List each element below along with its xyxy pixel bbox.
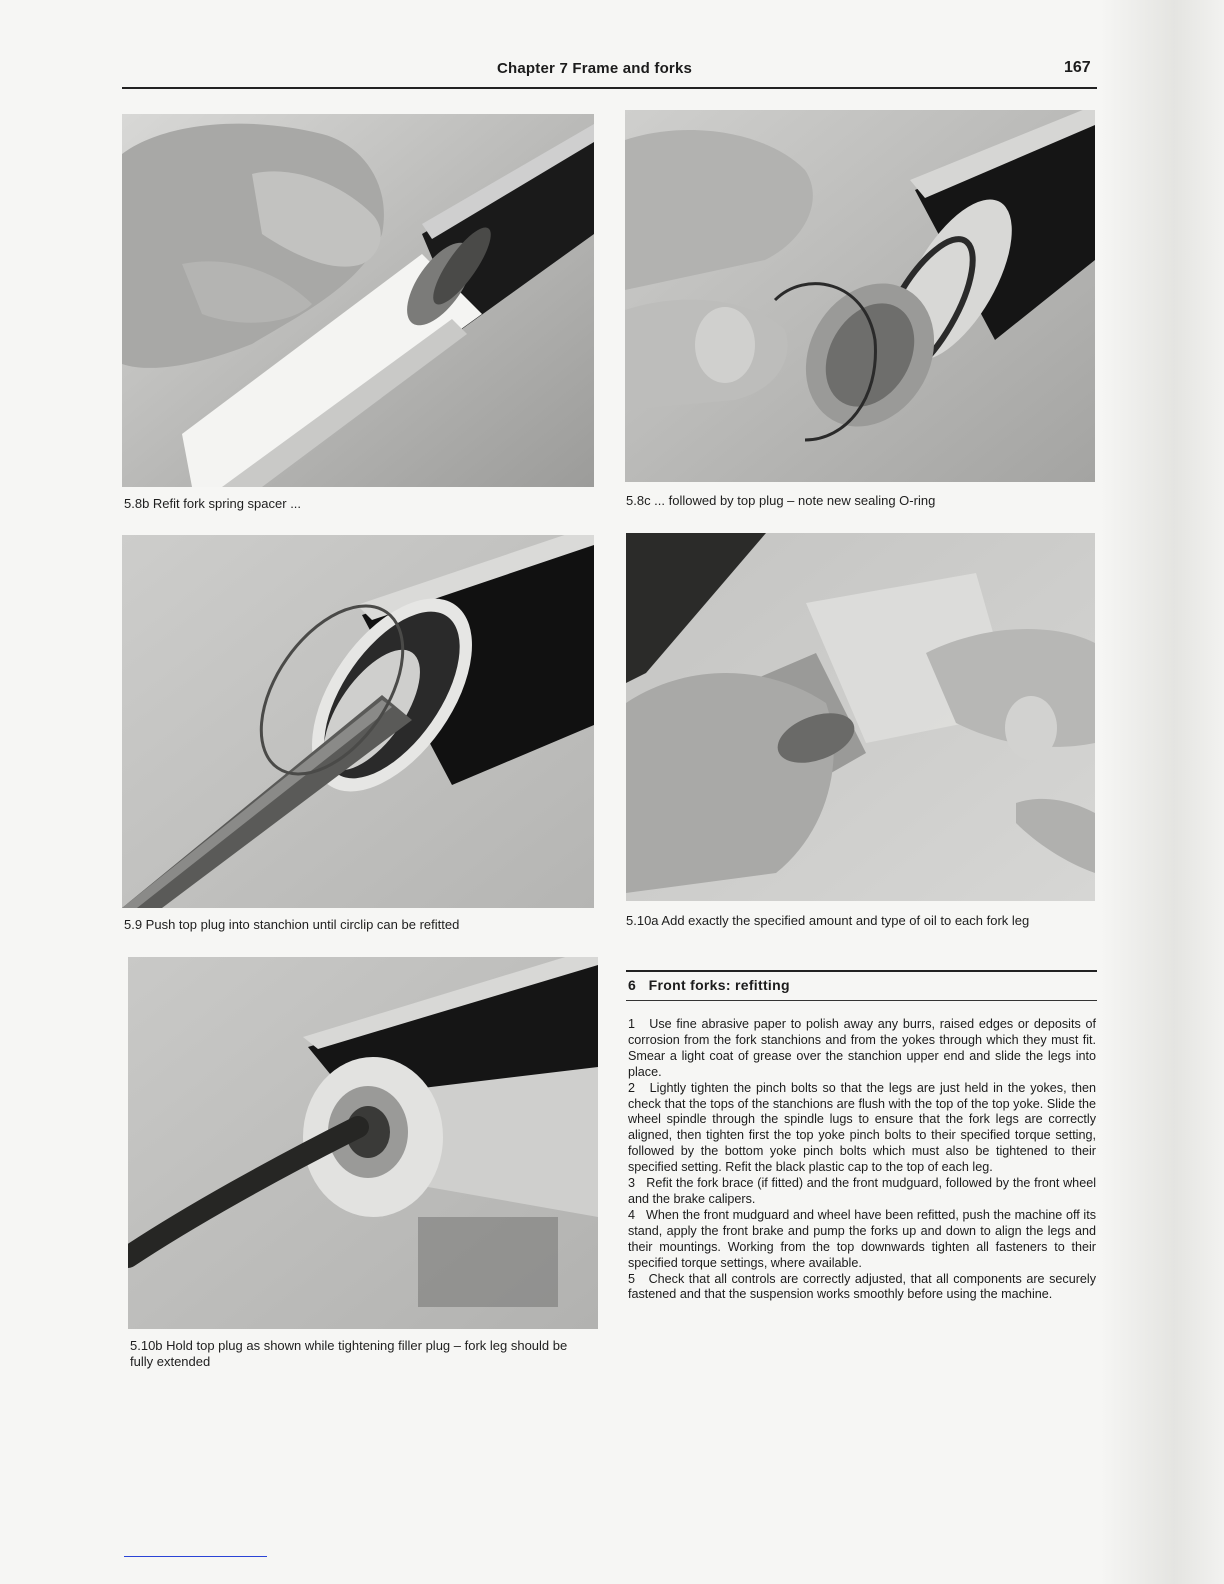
paragraph-5: 5 Check that all controls are correctly adjusted, that all components are securely fastened and that the suspension works smoothly before using the machine. [628,1271,1100,1302]
page-number: 167 [1064,59,1091,76]
footnote-separator-line [124,1556,267,1557]
scan-edge-shading [1100,0,1224,1584]
chapter-title: Chapter 7 Frame and forks [497,60,693,77]
photo-fork-spring-spacer [122,114,594,487]
figure-caption-5-9: 5.9 Push top plug into stanchion until circlip can be refitted [124,917,460,932]
section-heading: 6 Front forks: refitting [628,977,790,993]
photo-hold-top-plug [128,957,598,1329]
paragraph-3: 3 Refit the fork brace (if fitted) and the front mudguard, followed by the front wheel and the brake calipers. [628,1176,1100,1206]
paragraph-4: 4 When the front mudguard and wheel have been refitted, push the machine off its stand, apply the front brake and pump the forks up and down to align the legs and their mountings. Working from the top downwards tighten all fasteners to their specified torque settings, where available. [628,1207,1100,1270]
photo-push-top-plug [122,535,594,908]
paragraph-1: 1 Use fine abrasive paper to polish away any burrs, raised edges or deposits of corrosion from the fork stanchions and from the yokes through which they must fit. Smear a light coat of grease over the stanchion upper end and slide the legs into place. [628,1017,1100,1079]
paragraph-2: 2 Lightly tighten the pinch bolts so that the legs are just held in the yokes, then check that the tops of the stanchions are flush with the top of the top yoke. Slide the wheel spindle through the spindle lugs to ensure that the fork legs are correctly aligned, then tighten first the top yoke pinch bolts to their specified torque setting, followed by the bottom yoke pinch bolts which must also be tightened to their specified setting. Refit the black plastic cap to the top of each leg. [628,1080,1100,1175]
section-rule-bottom [626,1000,1097,1001]
section-body [628,1017,1100,1303]
header-rule [122,87,1097,89]
figure-caption-5-10b: 5.10b Hold top plug as shown while tightening filler plug – fork leg should be fully extended [130,1338,568,1369]
figure-caption-5-10a: 5.10a Add exactly the specified amount and type of oil to each fork leg [626,913,1030,928]
photo-top-plug-o-ring [625,110,1095,482]
photo-add-fork-oil [626,533,1095,901]
figure-caption-5-8c: 5.8c ... followed by top plug – note new sealing O-ring [626,493,936,508]
section-rule-top [626,970,1097,972]
figure-caption-5-8b: 5.8b Refit fork spring spacer ... [124,496,302,511]
